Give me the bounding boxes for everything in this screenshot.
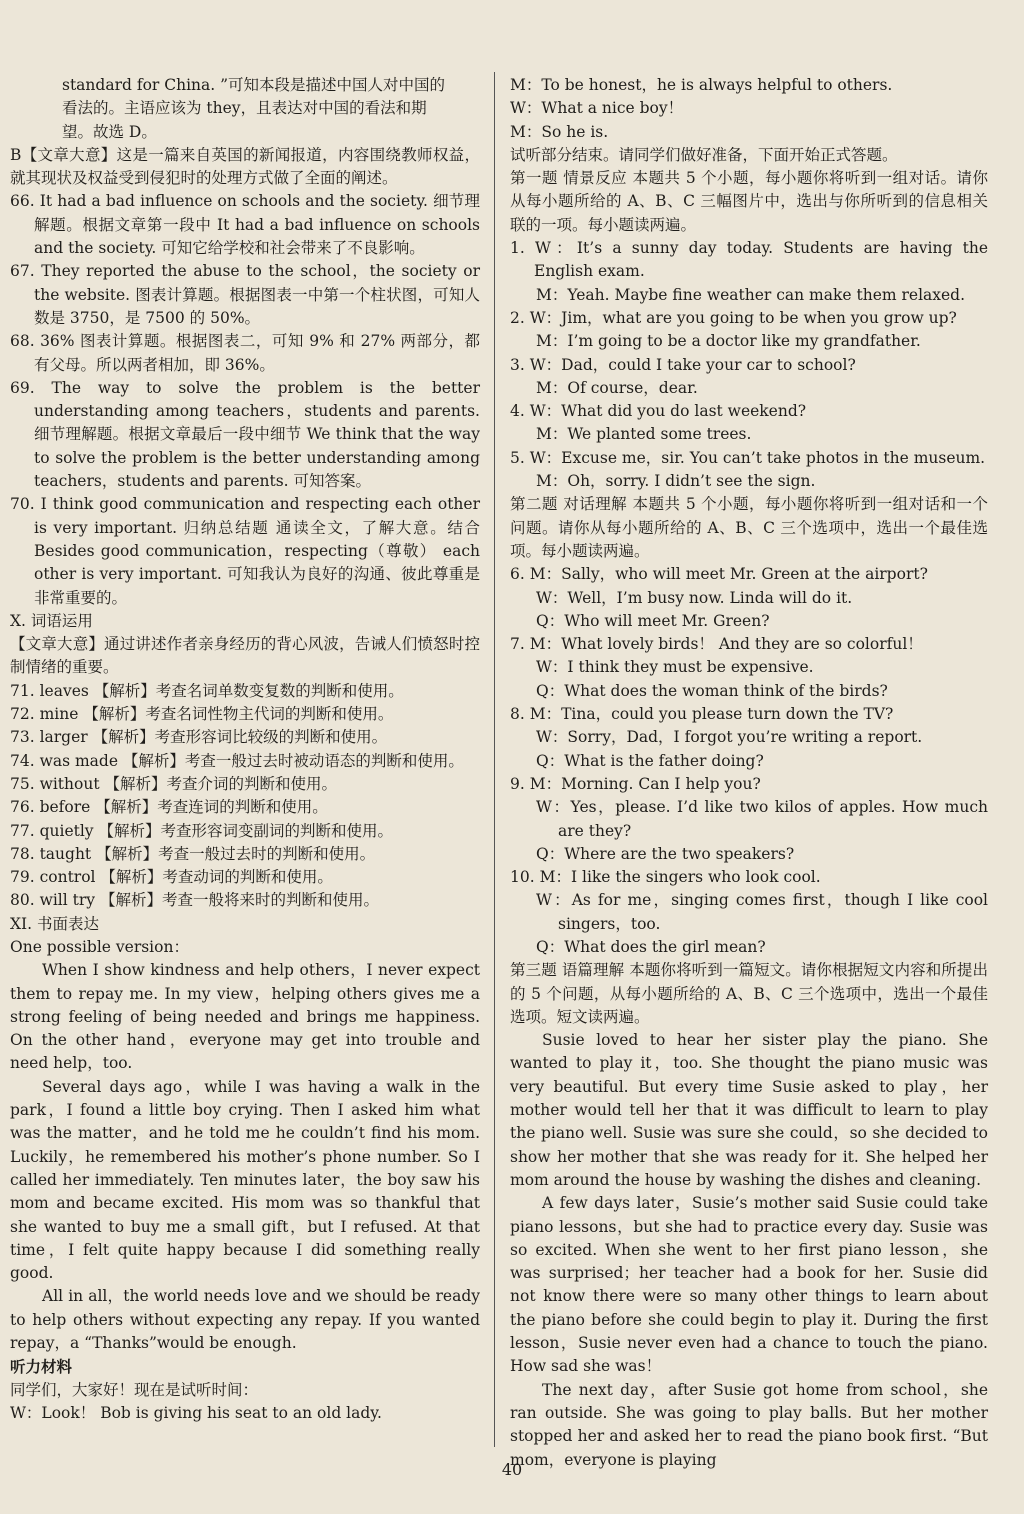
left-column [10, 74, 480, 1425]
left-paragraph: 72. mine 【解析】考查名词性物主代词的判断和使用。 [10, 705, 394, 724]
right-paragraph: W：As for me，singing comes first，though I like cool singers，too. [536, 891, 988, 933]
left-paragraph: One possible version： [10, 937, 189, 956]
left-paragraph: X. 词语运用 [10, 611, 93, 630]
left-paragraph: 【文章大意】通过讲述作者亲身经历的背心风波，告诫人们愤怒时控制情绪的重要。 [10, 635, 480, 677]
right-paragraph: 试听部分结束。请同学们做好准备，下面开始正式答题。 [510, 145, 898, 164]
right-paragraph: Q：What does the girl mean? [536, 937, 766, 956]
column-divider [494, 72, 495, 1447]
left-paragraph: 看法的。主语应该为 they，且表达对中国的看法和期 [62, 99, 427, 118]
right-paragraph: M：I’m going to be a doctor like my grandfather. [536, 332, 921, 351]
right-paragraph: Q：Who will meet Mr. Green? [536, 611, 770, 630]
right-paragraph: W：I think they must be expensive. [536, 658, 814, 677]
right-paragraph: 4. W：What did you do last weekend? [510, 402, 807, 421]
left-paragraph: standard for China. ”可知本段是描述中国人对中国的 [62, 76, 446, 94]
right-paragraph: M：Oh，sorry. I didn’t see the sign. [536, 472, 816, 491]
left-paragraph: 望。故选 D。 [62, 122, 157, 141]
right-paragraph: 7. M：What lovely birds！ And they are so colorful！ [510, 635, 923, 654]
right-paragraph: W：Sorry，Dad，I forgot you’re writing a report. [536, 728, 923, 747]
page-number: 40 [501, 1460, 523, 1479]
right-paragraph: 10. M：I like the singers who look cool. [510, 868, 821, 887]
left-paragraph: 68. 36% 图表计算题。根据图表二，可知 9% 和 27% 两部分，都有父母。所以两者相加，即 36%。 [10, 332, 480, 374]
left-paragraph: 69. The way to solve the problem is the better understanding among teachers，students and parents. 细节理解题。根据文章最后一段中细节 We think that the way to solve the problem is the better understanding among teachers，students and parents. 可知答案。 [10, 378, 480, 491]
left-paragraph: B【文章大意】这是一篇来自英国的新闻报道，内容围绕教师权益，就其现状及权益受到侵犯时的处理方式做了全面的阐述。 [10, 145, 480, 188]
right-paragraph: 9. M：Morning. Can I help you? [510, 774, 761, 793]
right-paragraph: 5. W：Excuse me，sir. You can’t take photos in the museum. [510, 448, 986, 467]
right-paragraph: 8. M：Tina，could you please turn down the TV? [510, 705, 894, 724]
right-paragraph: W：What a nice boy！ [510, 99, 684, 118]
right-paragraph: W：Well，I’m busy now. Linda will do it. [536, 588, 853, 607]
right-paragraph: W：Yes，please. I’d like two kilos of apples. How much are they? [536, 798, 988, 840]
left-paragraph: 76. before 【解析】考查连词的判断和使用。 [10, 798, 328, 817]
left-paragraph: 79. control 【解析】考查动词的判断和使用。 [10, 868, 333, 887]
left-paragraph: 73. larger 【解析】考查形容词比较级的判断和使用。 [10, 728, 388, 747]
right-paragraph: M：To be honest，he is always helpful to others. [510, 76, 893, 94]
right-paragraph: 3. W：Dad，could I take your car to school? [510, 355, 856, 374]
right-paragraph: The next day，after Susie got home from school，she ran outside. She was going to play balls. But her mother stopped her and asked her to read the piano book first. “But mom，everyone is playing [510, 1380, 988, 1469]
right-paragraph: Susie loved to hear her sister play the piano. She wanted to play it，too. She thought the piano music was very beautiful. But every time Susie asked to play，her mother would tell her that it was difficult to learn to play the piano well. Susie was sure she could，so she decided to show her mother that she was ready for it. She helped her mom around the house by washing the dishes and cleaning. [510, 1031, 988, 1189]
right-paragraph: 第三题 语篇理解 本题你将听到一篇短文。请你根据短文内容和所提出的 5 个问题，从每小题所给的 A、B、C 三个选项中，选出一个最佳选项。短文读两遍。 [510, 961, 988, 1026]
left-paragraph: 70. I think good communication and respecting each other is very important. 归纳总结题 通读全文，了解大意。结合 Besides good communication，respecting（尊敬） each other is very important. 可知我认为良好的沟通、彼此尊重是非常重要的。 [10, 495, 480, 607]
left-paragraph: 66. It had a bad influence on schools and the society. 细节理解题。根据文章第一段中 It had a bad influence on schools and the society. 可知它给学校和社会带来了不良影响。 [10, 192, 480, 258]
right-paragraph: 第一题 情景反应 本题共 5 个小题，每小题你将听到一组对话。请你从每小题所给的 A、B、C 三幅图片中，选出与你所听到的信息相关联的一项。每小题读两遍。 [510, 169, 988, 234]
right-paragraph: M：We planted some trees. [536, 425, 752, 444]
right-paragraph: M：So he is. [510, 122, 609, 141]
right-paragraph: 6. M：Sally，who will meet Mr. Green at the airport? [510, 565, 928, 584]
left-paragraph: 听力材料 [10, 1357, 73, 1377]
left-paragraph: 78. taught 【解析】考查一般过去时的判断和使用。 [10, 844, 376, 863]
left-paragraph: 80. will try 【解析】考查一般将来时的判断和使用。 [10, 891, 379, 910]
right-paragraph: M：Of course，dear. [536, 378, 698, 397]
left-paragraph: 77. quietly 【解析】考查形容词变副词的判断和使用。 [10, 821, 393, 840]
left-paragraph: All in all，the world needs love and we should be ready to help others without expecting any repay. If you wanted repay，a “Thanks”would be enough. [10, 1287, 480, 1353]
left-paragraph: 75. without 【解析】考查介词的判断和使用。 [10, 774, 337, 793]
right-paragraph: 2. W：Jim，what are you going to be when you grow up? [510, 308, 957, 327]
left-paragraph: XI. 书面表达 [10, 914, 100, 933]
right-paragraph: Q：What is the father doing? [536, 751, 764, 770]
right-paragraph: 第二题 对话理解 本题共 5 个小题，每小题你将听到一组对话和一个问题。请你从每小题所给的 A、B、C 三个选项中，选出一个最佳选项。每小题读两遍。 [510, 495, 988, 560]
left-paragraph: When I show kindness and help others，I never expect them to repay me. In my view，helping others gives me a strong feeling of being needed and brings me happiness. On the other hand，everyone may get into trouble and need help，too. [10, 961, 480, 1073]
right-paragraph: M：Yeah. Maybe fine weather can make them relaxed. [536, 285, 966, 304]
left-paragraph: 74. was made 【解析】考查一般过去时被动语态的判断和使用。 [10, 751, 464, 770]
right-paragraph: A few days later，Susie’s mother said Susie could take piano lessons，but she had to practice every day. Susie was so excited. When she went to her first piano lesson，she was surprised；her teacher had a book for her. Susie did not know there were so many other things to learn about the piano before she could begin to play it. During the first lesson，Susie never even had a chance to touch the piano. How sad she was！ [510, 1194, 988, 1376]
left-paragraph: 同学们，大家好！现在是试听时间： [10, 1380, 259, 1399]
left-paragraph: Several days ago，while I was having a walk in the park，I found a little boy crying. Then I asked him what was the matter，and he told me he couldn’t find his mom. Luckily，he remembered his mother’s phone number. So I called her immediately. Ten minutes later，the boy saw his mom and became excited. His mom was so thankful that she wanted to buy me a small gift，but I refused. At that time，I felt quite happy because I did something really good. [10, 1077, 480, 1283]
left-paragraph: 67. They reported the abuse to the school，the society or the website. 图表计算题。根据图表一中第一个柱状图，可知人数是 3750，是 7500 的 50%。 [10, 262, 480, 327]
left-paragraph: 71. leaves 【解析】考查名词单数变复数的判断和使用。 [10, 681, 404, 700]
right-paragraph: 1. W：It’s a sunny day today. Students are having the English exam. [510, 239, 988, 281]
right-paragraph: Q：Where are the two speakers? [536, 844, 795, 863]
left-paragraph: W：Look！ Bob is giving his seat to an old lady. [10, 1403, 382, 1422]
right-paragraph: Q：What does the woman think of the birds? [536, 681, 888, 700]
right-column [510, 74, 988, 1472]
